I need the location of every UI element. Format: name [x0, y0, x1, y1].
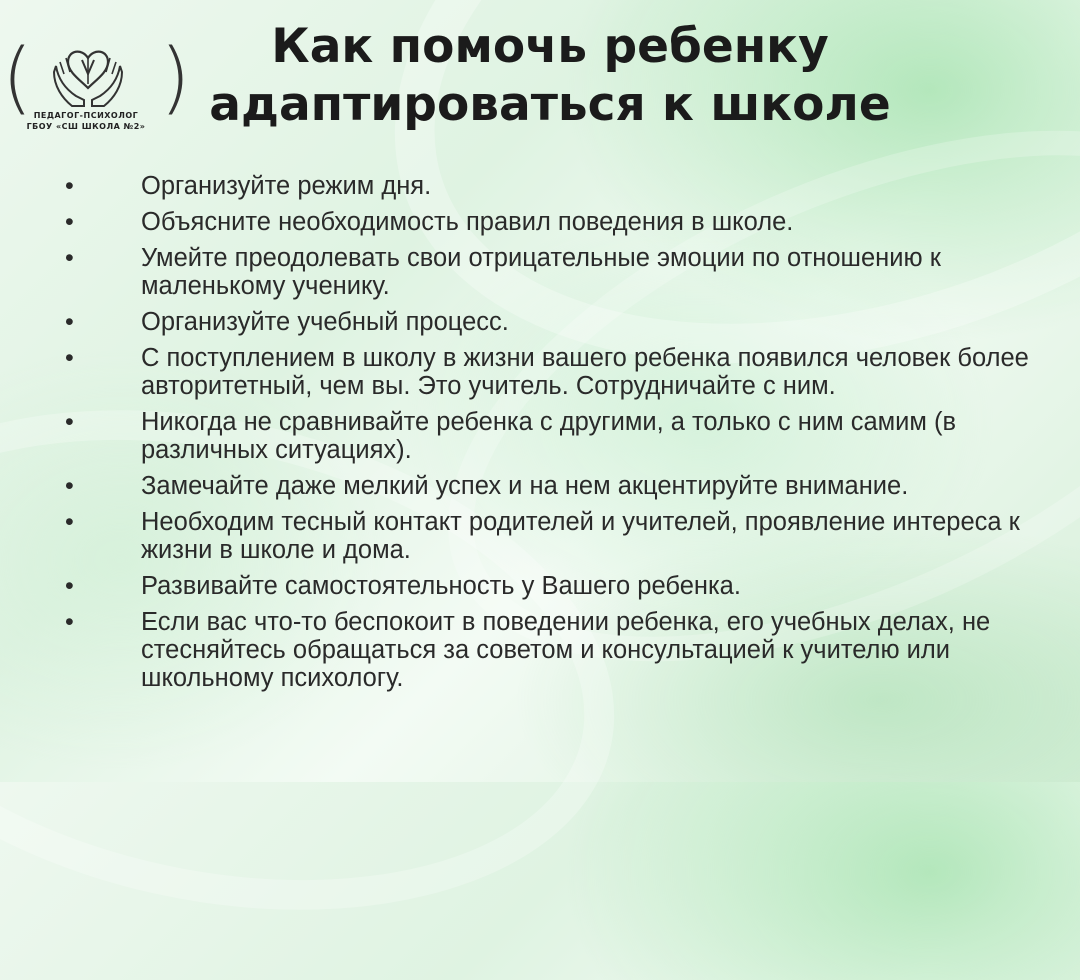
list-item	[55, 172, 1040, 200]
list-item-text: Организуйте режим дня.	[141, 172, 432, 200]
logo-caption-line2: ГБОУ «СШ ШКОЛА №2»	[26, 122, 146, 131]
title-line1: Как помочь ребенку	[271, 19, 829, 74]
list-item-text: Замечайте даже мелкий успех и на нем акцентируйте внимание.	[141, 472, 909, 500]
list-item	[55, 572, 1040, 600]
list-item-text: Объясните необходимость правил поведения в школе.	[141, 208, 794, 236]
logo-left-bracket: (	[2, 33, 33, 123]
psychologist-logo	[0, 33, 191, 153]
list-item-text: Умейте преодолевать свои отрицательные эмоции по отношению к маленькому ученику.	[141, 244, 941, 300]
bullet-icon: •	[65, 572, 74, 600]
list-item	[55, 408, 1040, 464]
bullet-icon: •	[65, 508, 74, 536]
bullet-icon: •	[65, 344, 74, 372]
list-item	[55, 608, 1040, 692]
list-item-text: Организуйте учебный процесс.	[141, 308, 509, 336]
bullet-icon: •	[65, 408, 74, 436]
advice-list	[55, 172, 1040, 700]
hands-heart-icon	[50, 44, 126, 108]
list-item	[55, 508, 1040, 564]
logo-caption-line1: ПЕДАГОГ-ПСИХОЛОГ	[33, 111, 139, 120]
list-item-text: С поступлением в школу в жизни вашего ребенка появился человек более авторитетный, чем вы. Это учитель. Сотрудничайте с ним.	[141, 344, 1029, 400]
list-item	[55, 472, 1040, 500]
list-item	[55, 308, 1040, 336]
title-line2: адаптироваться к школе	[209, 77, 891, 132]
bullet-icon: •	[65, 608, 74, 636]
list-item	[55, 208, 1040, 236]
bullet-icon: •	[65, 472, 74, 500]
bullet-icon: •	[65, 208, 74, 236]
bullet-icon: •	[65, 172, 74, 200]
bullet-icon: •	[65, 308, 74, 336]
list-item-text: Развивайте самостоятельность у Вашего ребенка.	[141, 572, 741, 600]
list-item-text: Необходим тесный контакт родителей и учителей, проявление интереса к жизни в школе и дома.	[141, 508, 1020, 564]
bullet-icon: •	[65, 244, 74, 272]
list-item-text: Никогда не сравнивайте ребенка с другими, а только с ним самим (в различных ситуациях).	[141, 408, 957, 464]
logo-caption	[6, 110, 166, 132]
page-title	[180, 18, 920, 134]
list-item-text: Если вас что-то беспокоит в поведении ребенка, его учебных делах, не стесняйтесь обращаться за советом и консультацией к учителю или школьному психологу.	[141, 608, 991, 692]
list-item	[55, 244, 1040, 300]
list-item	[55, 344, 1040, 400]
logo-right-bracket: )	[160, 33, 191, 123]
